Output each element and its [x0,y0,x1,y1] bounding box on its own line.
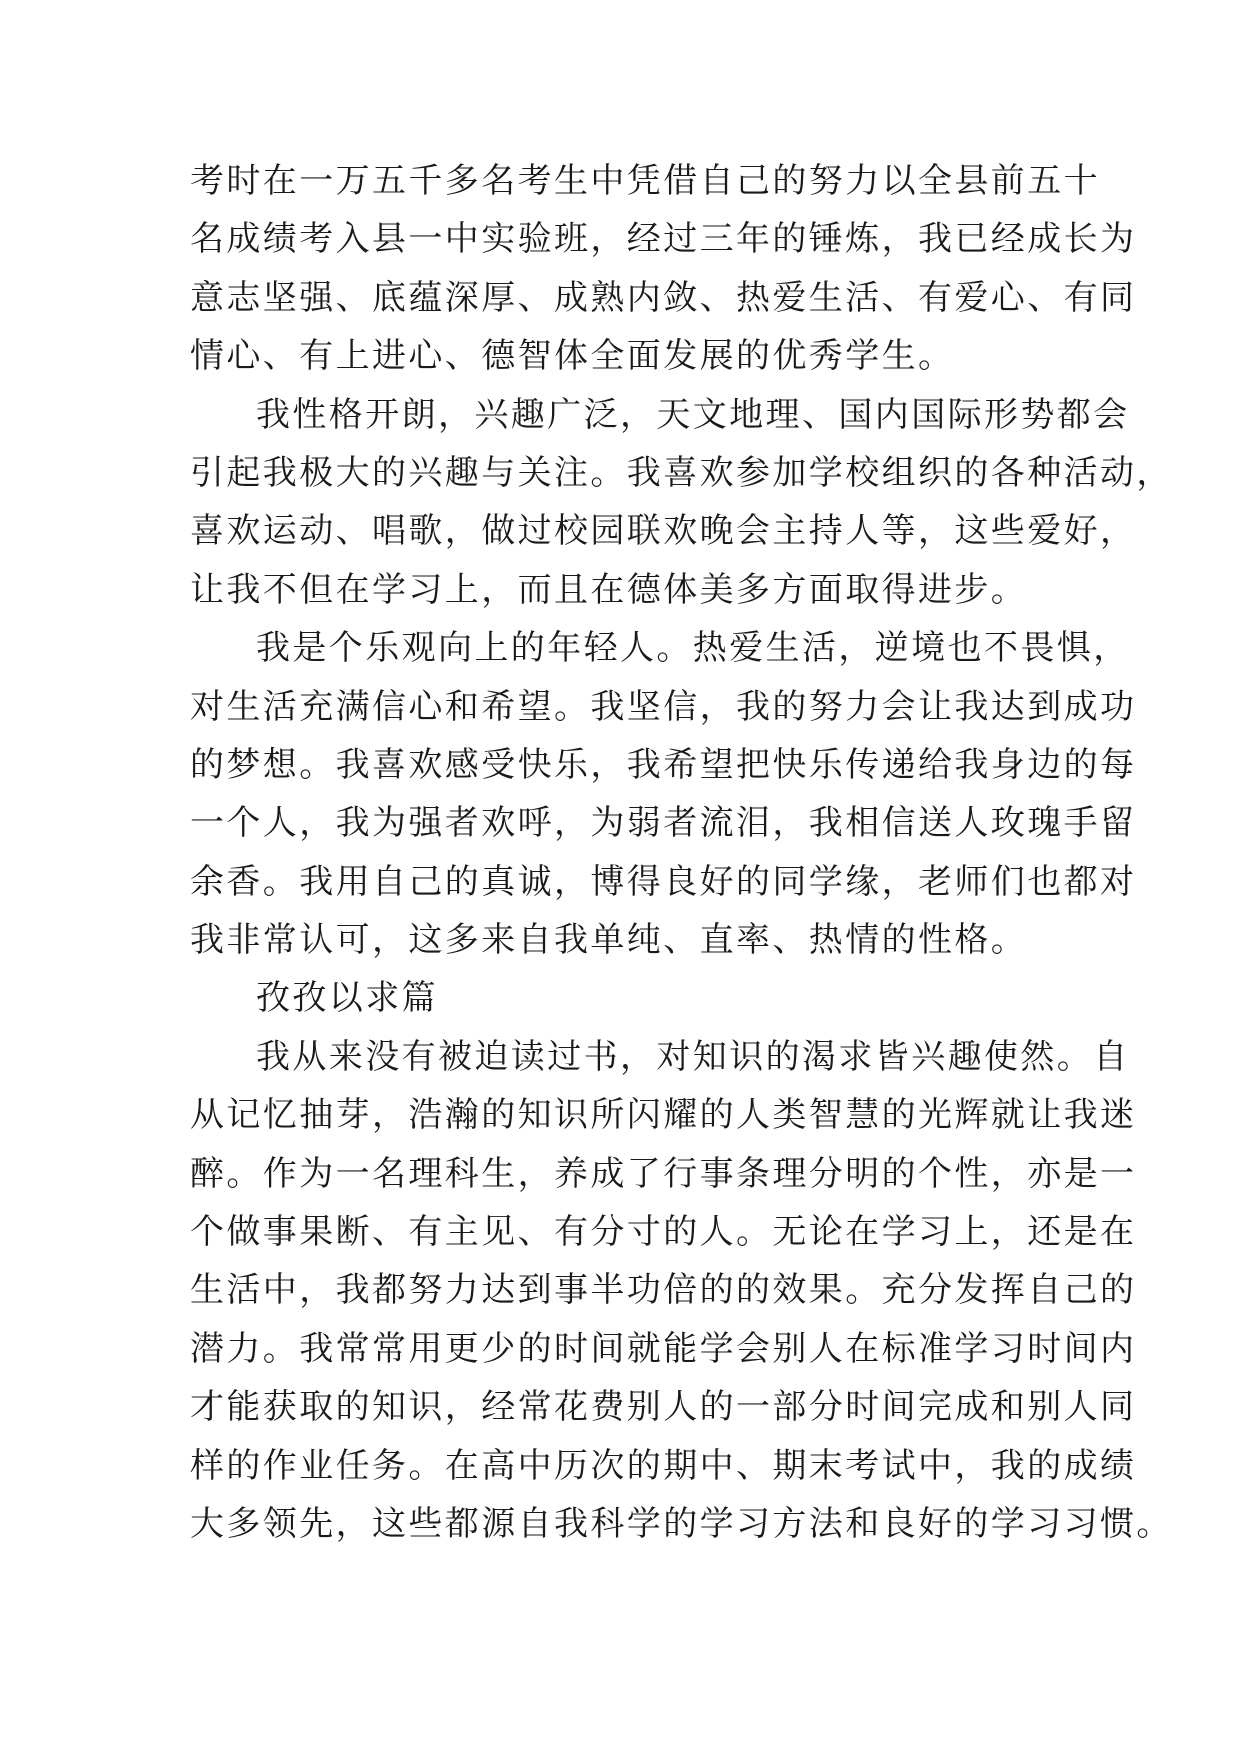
text-line: 样的作业任务。在高中历次的期中、期末考试中，我的成绩 [190,1445,1137,1486]
text-line: 对生活充满信心和希望。我坚信，我的努力会让我达到成功 [190,686,1137,727]
text-line: 潜力。我常常用更少的时间就能学会别人在标准学习时间内 [190,1328,1137,1369]
text-line: 个做事果断、有主见、有分寸的人。无论在学习上，还是在 [190,1212,1137,1253]
text-line: 喜欢运动、唱歌，做过校园联欢晚会主持人等，这些爱好， [190,511,1137,552]
section-heading-text: 孜孜以求篇 [256,978,438,1019]
text-line: 一个人，我为强者欢呼，为弱者流泪，我相信送人玫瑰手留 [190,803,1137,844]
text-line: 生活中，我都努力达到事半功倍的的效果。充分发挥自己的 [190,1270,1137,1311]
text-line: 我从来没有被迫读过书，对知识的渴求皆兴趣使然。自 [256,1036,1130,1077]
text-line: 名成绩考入县一中实验班，经过三年的锤炼，我已经成长为 [190,219,1137,260]
section-heading [190,969,1050,1027]
document-body [190,152,1173,1553]
text-line: 大多领先，这些都源自我科学的学习方法和良好的学习习惯。 [190,1503,1173,1544]
text-line: 我非常认可，这多来自我单纯、直率、热情的性格。 [190,920,1028,961]
text-line: 才能获取的知识，经常花费别人的一部分时间完成和别人同 [190,1387,1137,1428]
text-line: 让我不但在学习上，而且在德体美多方面取得进步。 [190,569,1028,610]
text-line: 我是个乐观向上的年轻人。热爱生活，逆境也不畏惧， [256,628,1130,669]
paragraph-2 [190,386,1173,620]
text-line: 醉。作为一名理科生，养成了行事条理分明的个性，亦是一 [190,1153,1137,1194]
text-line: 从记忆抽芽，浩瀚的知识所闪耀的人类智慧的光辉就让我迷 [190,1095,1137,1136]
text-line: 我性格开朗，兴趣广泛，天文地理、国内国际形势都会 [256,394,1130,435]
text-line: 余香。我用自己的真诚，博得良好的同学缘，老师们也都对 [190,861,1137,902]
paragraph-1 [190,152,1137,386]
paragraph-5 [190,1028,1173,1554]
text-line: 考时在一万五千多名考生中凭借自己的努力以全县前五十 [190,161,1100,201]
paragraph-3 [190,619,1137,969]
text-line: 的梦想。我喜欢感受快乐，我希望把快乐传递给我身边的每 [190,744,1137,785]
text-line: 引起我极大的兴趣与关注。我喜欢参加学校组织的各种活动， [190,452,1173,493]
text-line: 意志坚强、底蕴深厚、成熟内敛、热爱生活、有爱心、有同 [190,277,1137,318]
text-line: 情心、有上进心、德智体全面发展的优秀学生。 [190,336,955,377]
